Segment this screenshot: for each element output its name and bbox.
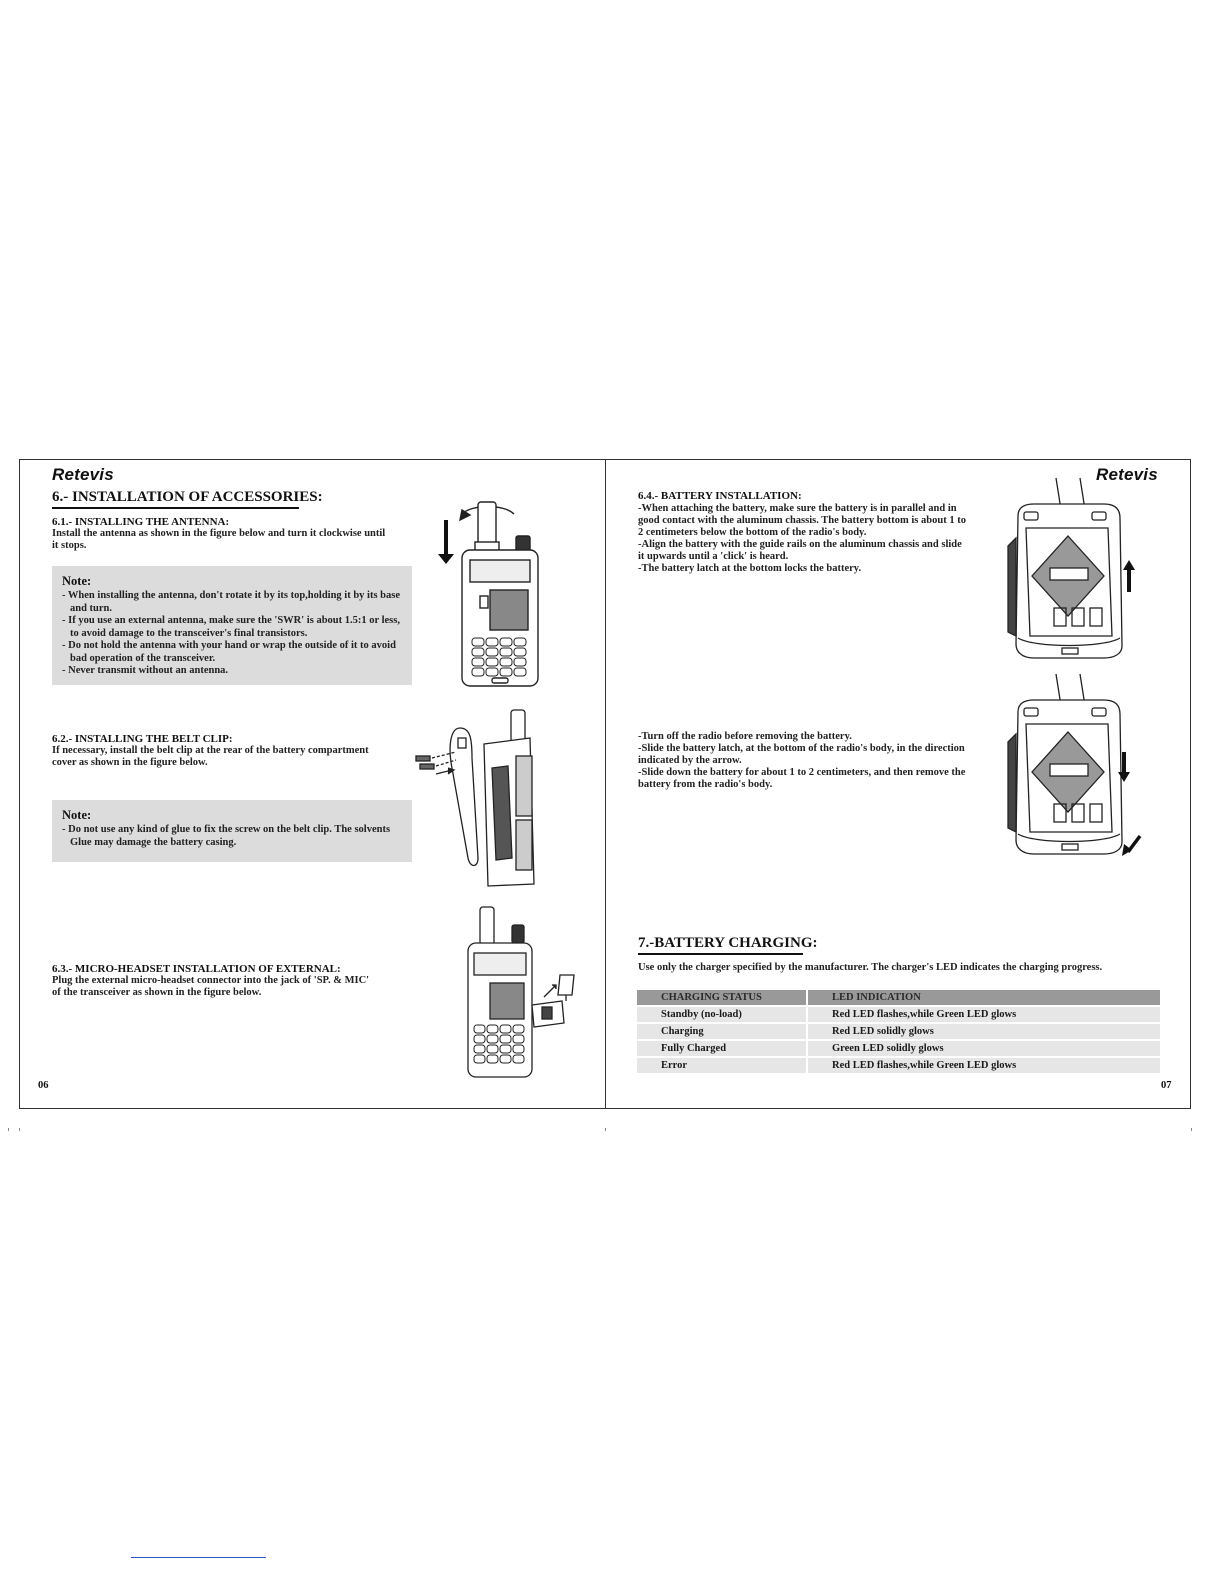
table-cell: Red LED flashes,while Green LED glows xyxy=(806,1007,1160,1022)
removal-line: battery from the radio's body. xyxy=(638,779,773,790)
s64-line: it upwards until a 'click' is heard. xyxy=(638,551,789,562)
charging-intro-line: Use only the charger specified by the manufacturer. The charger's LED indicates the charging progress. xyxy=(638,962,1103,973)
removal-line: indicated by the arrow. xyxy=(638,755,742,766)
crop-mark xyxy=(8,1128,9,1131)
note-line: - Do not use any kind of glue to fix the screw on the belt clip. The solvents Glue may damage the battery casing. xyxy=(62,824,391,848)
crop-mark xyxy=(1191,1128,1192,1131)
table-row xyxy=(637,1041,1160,1056)
table-row xyxy=(637,1007,1160,1022)
up-arrow-icon xyxy=(1123,560,1135,592)
s64-title: 6.4.- BATTERY INSTALLATION: xyxy=(638,490,802,502)
section-6-title: 6.- INSTALLATION OF ACCESSORIES: xyxy=(52,489,323,505)
table-cell: Charging xyxy=(637,1024,806,1039)
brand-logo-left: Retevis xyxy=(52,465,114,484)
s64-line: 2 centimeters below the bottom of the radio's body. xyxy=(638,527,867,538)
removal-line: -Turn off the radio before removing the battery. xyxy=(638,731,852,742)
s64-line: good contact with the aluminum chassis. The battery bottom is about 1 to xyxy=(638,515,966,526)
note-box-belt-clip xyxy=(52,800,412,862)
table-row xyxy=(637,1024,1160,1039)
s61-line: Install the antenna as shown in the figure below and turn it clockwise until xyxy=(52,528,386,539)
page-divider xyxy=(605,459,606,1109)
s61-line: it stops. xyxy=(52,540,87,551)
table-cell: Error xyxy=(637,1058,806,1073)
s62-title: 6.2.- INSTALLING THE BELT CLIP: xyxy=(52,733,233,745)
table-cell: Red LED solidly glows xyxy=(806,1024,1160,1039)
note-line: - When installing the antenna, don't rotate it by its top,holding it by its base and turn. xyxy=(62,590,400,614)
table-cell: Fully Charged xyxy=(637,1041,806,1056)
removal-line: -Slide down the battery for about 1 to 2 centimeters, and then remove the xyxy=(638,767,966,778)
table-header-cell: CHARGING STATUS xyxy=(637,990,806,1005)
section-6-underline xyxy=(52,507,299,509)
charging-status-table xyxy=(637,988,1160,1075)
s62-line: If necessary, install the belt clip at the rear of the battery compartment xyxy=(52,745,369,756)
section-7-underline xyxy=(638,953,803,955)
s62-text xyxy=(52,745,369,769)
table-cell: Green LED solidly glows xyxy=(806,1041,1160,1056)
section-7-title: 7.-BATTERY CHARGING: xyxy=(638,935,818,951)
battery-install-illustration xyxy=(1004,476,1144,662)
s64-line: -When attaching the battery, make sure the battery is in parallel and in xyxy=(638,503,957,514)
note-title: Note: xyxy=(62,808,92,822)
table-header-row xyxy=(637,990,1160,1005)
s63-text xyxy=(52,975,369,999)
note-line: - If you use an external antenna, make sure the 'SWR' is about 1.5:1 or less, to avoid damage to the transceiver's final transistors. xyxy=(62,615,400,639)
diagonal-arrow-icon xyxy=(1122,836,1140,856)
s62-line: cover as shown in the figure below. xyxy=(52,757,208,768)
s63-line: Plug the external micro-headset connector into the jack of 'SP. & MIC' xyxy=(52,975,370,986)
belt-clip-illustration xyxy=(412,708,537,888)
s61-title: 6.1.- INSTALLING THE ANTENNA: xyxy=(52,516,230,528)
note-line: - Never transmit without an antenna. xyxy=(62,665,229,676)
crop-mark xyxy=(605,1128,606,1131)
battery-removal-illustration xyxy=(1004,672,1144,864)
s63-title: 6.3.- MICRO-HEADSET INSTALLATION OF EXTERNAL: xyxy=(52,963,341,975)
bottom-rule xyxy=(131,1557,266,1558)
charging-intro xyxy=(638,962,1102,974)
removal-line: -Slide the battery latch, at the bottom of the radio's body, in the direction xyxy=(638,743,965,754)
note-box-antenna xyxy=(52,566,412,685)
table-cell: Red LED flashes,while Green LED glows xyxy=(806,1058,1160,1073)
table-header-cell: LED INDICATION xyxy=(806,990,1160,1005)
page-number-right: 07 xyxy=(1161,1080,1172,1091)
brand-logo-right: Retevis xyxy=(1096,465,1158,484)
antenna-install-illustration xyxy=(432,498,542,690)
s64-line: -The battery latch at the bottom locks the battery. xyxy=(638,563,862,574)
s64-line: -Align the battery with the guide rails on the aluminum chassis and slide xyxy=(638,539,962,550)
note-title: Note: xyxy=(62,574,92,588)
table-cell: Standby (no-load) xyxy=(637,1007,806,1022)
note-line: - Do not hold the antenna with your hand or wrap the outside of it to avoid bad operation of the transceiver. xyxy=(62,640,396,664)
table-row xyxy=(637,1058,1160,1073)
s61-text xyxy=(52,528,385,552)
headset-illustration xyxy=(462,905,582,1080)
s64-text xyxy=(638,503,966,575)
page-number-left: 06 xyxy=(38,1080,49,1091)
down-arrow-icon xyxy=(438,520,454,564)
crop-mark xyxy=(19,1128,20,1131)
battery-removal-text xyxy=(638,731,965,791)
s63-line: of the transceiver as shown in the figure below. xyxy=(52,987,262,998)
